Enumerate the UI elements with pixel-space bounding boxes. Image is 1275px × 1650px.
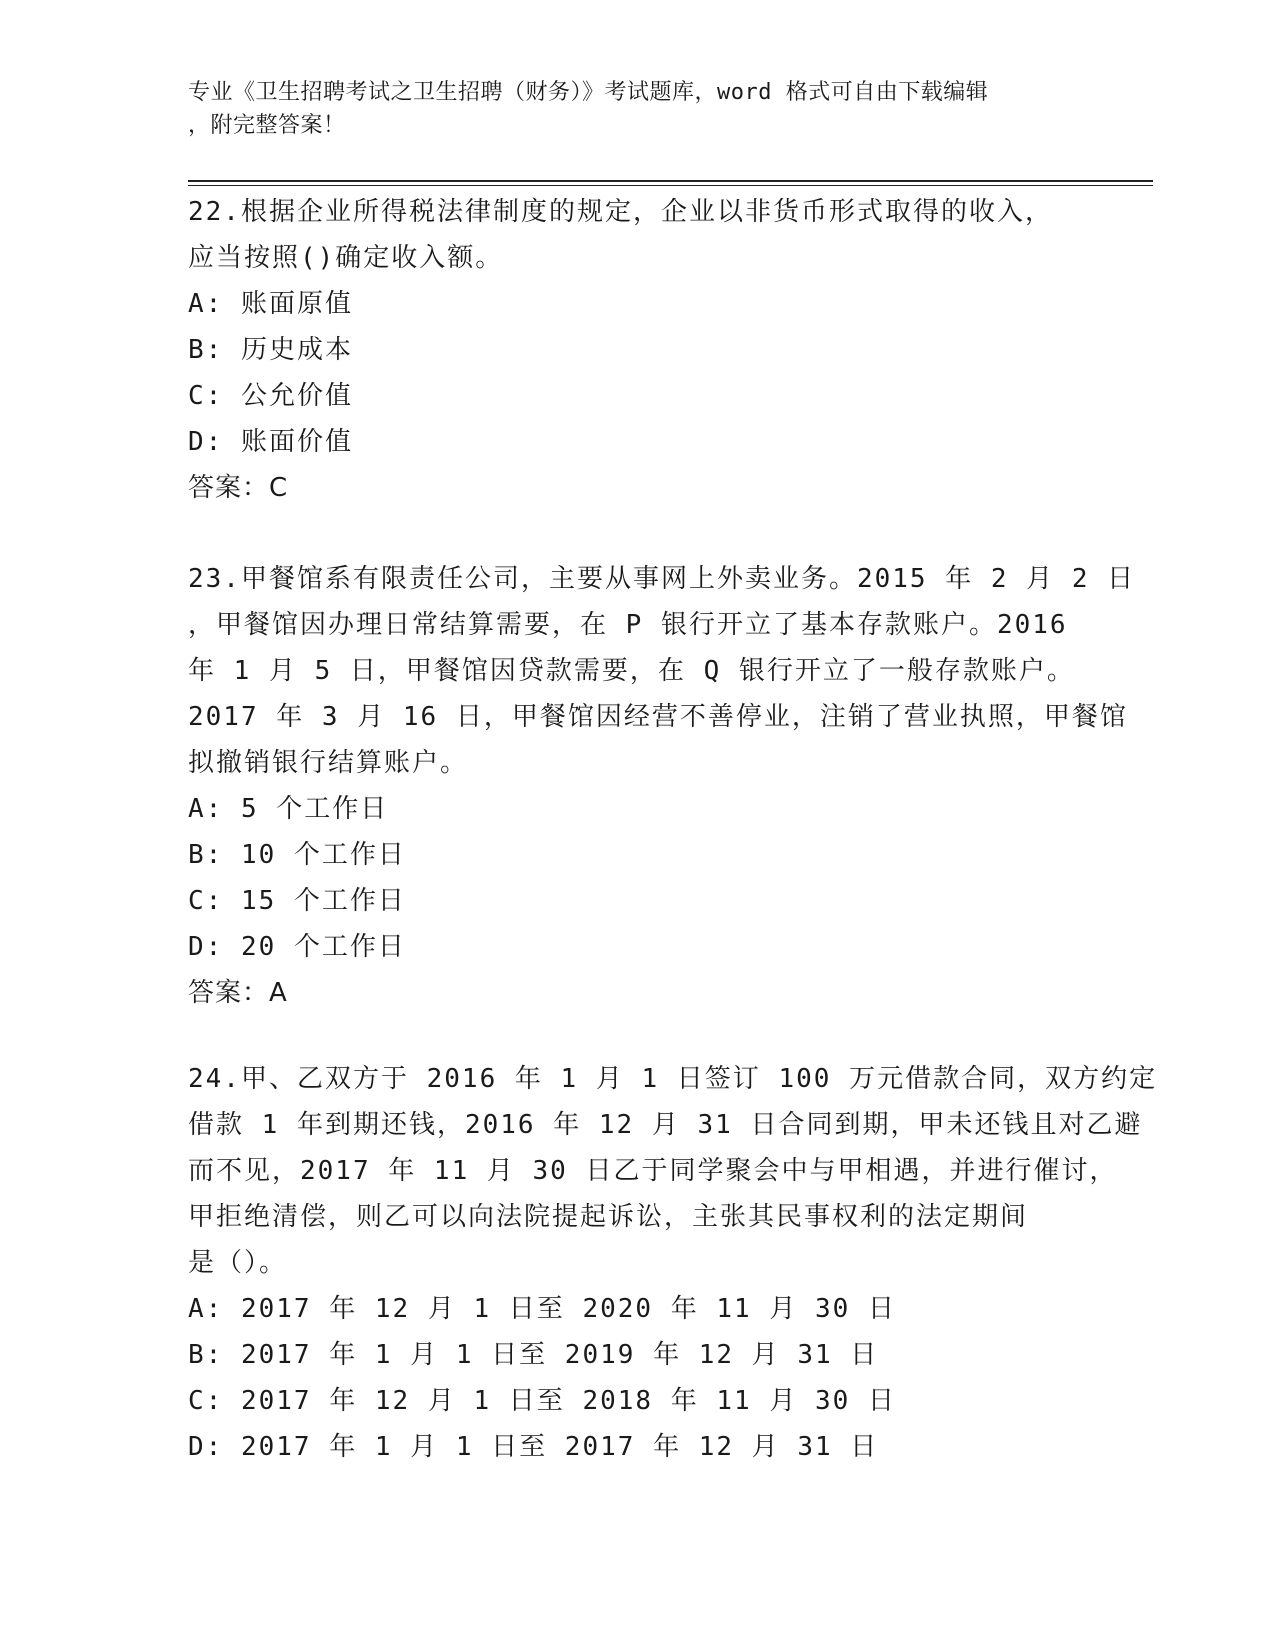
question-22-option-a: A: 账面原值 bbox=[188, 289, 353, 319]
question-24-text-line-5: 是（）。 bbox=[188, 1248, 288, 1278]
question-23-answer: 答案：A bbox=[188, 978, 288, 1008]
question-23-text-line-1: 23.甲餐馆系有限责任公司，主要从事网上外卖业务。2015 年 2 月 2 日 bbox=[188, 564, 1136, 594]
question-24-text-line-1: 24.甲、乙双方于 2016 年 1 月 1 日签订 100 万元借款合同，双方约定 bbox=[188, 1064, 1158, 1094]
header-divider bbox=[188, 180, 1153, 182]
question-23-option-d: D: 20 个工作日 bbox=[188, 932, 406, 962]
question-24-text-line-4: 甲拒绝清偿，则乙可以向法院提起诉讼，主张其民事权利的法定期间 bbox=[188, 1202, 1029, 1232]
question-23-text-line-5: 拟撤销银行结算账户。 bbox=[188, 748, 469, 778]
question-22-option-c: C: 公允价值 bbox=[188, 381, 353, 411]
question-22-text-line-1: 22.根据企业所得税法律制度的规定，企业以非货币形式取得的收入， bbox=[188, 197, 1053, 227]
question-23-text-line-2: ，甲餐馆因办理日常结算需要，在 P 银行开立了基本存款账户。2016 bbox=[188, 610, 1068, 640]
header-line-2: ，附完整答案！ bbox=[188, 113, 346, 138]
question-24-option-a: A: 2017 年 12 月 1 日至 2020 年 11 月 30 日 bbox=[188, 1294, 896, 1324]
question-24-text-line-2: 借款 1 年到期还钱，2016 年 12 月 31 日合同到期，甲未还钱且对乙避 bbox=[188, 1110, 1143, 1140]
question-24 bbox=[188, 1056, 1158, 1470]
question-23-text-line-3: 年 1 月 5 日，甲餐馆因贷款需要，在 Q 银行开立了一般存款账户。 bbox=[188, 656, 1075, 686]
question-23-option-c: C: 15 个工作日 bbox=[188, 886, 406, 916]
question-22 bbox=[188, 189, 1088, 511]
question-23-option-b: B: 10 个工作日 bbox=[188, 840, 406, 870]
question-23-option-a: A: 5 个工作日 bbox=[188, 794, 389, 824]
question-23-text-line-4: 2017 年 3 月 16 日，甲餐馆因经营不善停业，注销了营业执照，甲餐馆 bbox=[188, 702, 1128, 732]
question-23 bbox=[188, 556, 1136, 1016]
question-22-answer: 答案：C bbox=[188, 473, 289, 503]
question-24-option-d: D: 2017 年 1 月 1 日至 2017 年 12 月 31 日 bbox=[188, 1432, 879, 1462]
question-22-text-line-2: 应当按照()确定收入额。 bbox=[188, 243, 504, 273]
question-22-option-b: B: 历史成本 bbox=[188, 335, 353, 365]
question-24-text-line-3: 而不见，2017 年 11 月 30 日乙于同学聚会中与甲相遇，并进行催讨， bbox=[188, 1156, 1118, 1186]
question-22-option-d: D: 账面价值 bbox=[188, 427, 353, 457]
question-24-option-c: C: 2017 年 12 月 1 日至 2018 年 11 月 30 日 bbox=[188, 1386, 896, 1416]
document-header bbox=[188, 76, 1088, 142]
question-24-option-b: B: 2017 年 1 月 1 日至 2019 年 12 月 31 日 bbox=[188, 1340, 879, 1370]
header-line-1: 专业《卫生招聘考试之卫生招聘（财务）》考试题库，word 格式可自由下载编辑 bbox=[188, 80, 989, 105]
header-divider-thin bbox=[188, 185, 1153, 186]
